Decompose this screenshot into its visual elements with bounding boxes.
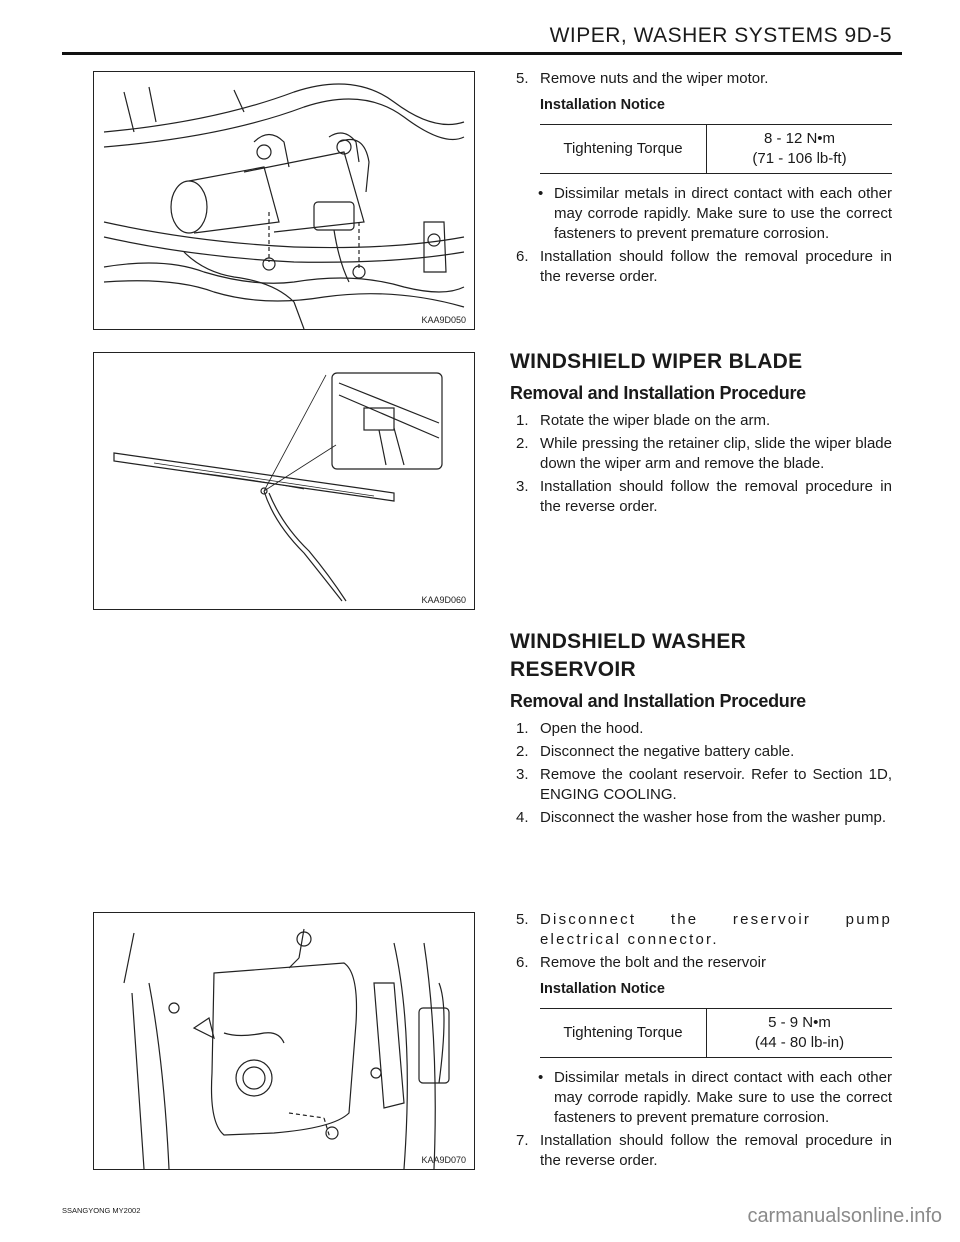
figure-code: KAA9D060: [421, 595, 466, 605]
step-item: 5. Disconnect the reservoir pump electrical connector.: [516, 911, 892, 948]
washer-reservoir-section: [510, 628, 892, 831]
step-item: 6. Remove the bolt and the reservoir: [516, 954, 766, 971]
washer-reservoir-illustration: [93, 912, 475, 1170]
step-item: 7. Installation should follow the removal procedure in the reverse order.: [516, 1132, 892, 1169]
wiper-motor-steps: [510, 69, 892, 290]
step-item: 6. Installation should follow the removal procedure in the reverse order.: [516, 248, 892, 285]
step-item: 1. Rotate the wiper blade on the arm.: [516, 412, 771, 429]
caution-bullet: • Dissimilar metals in direct contact with each other may corrode rapidly. Make sure to use the correct fasteners to prevent premature corrosion.: [538, 1069, 892, 1126]
step-item: 2. Disconnect the negative battery cable.: [516, 743, 795, 760]
torque-table: [540, 124, 892, 174]
step-item: 2. While pressing the retainer clip, slide the wiper blade down the wiper arm and remove the blade.: [516, 435, 892, 472]
wiper-blade-illustration: [93, 352, 475, 610]
installation-notice: Installation Notice: [540, 981, 665, 997]
wiper-motor-illustration: [93, 71, 475, 330]
footer-publication: SSANGYONG MY2002: [62, 1206, 141, 1215]
watermark: carmanualsonline.info: [747, 1205, 942, 1227]
section-subheading: Removal and Installation Procedure: [510, 691, 806, 711]
figure-code: KAA9D070: [421, 1155, 466, 1165]
torque-label: Tightening Torque: [540, 125, 707, 174]
step-item: 3. Installation should follow the removal procedure in the reverse order.: [516, 478, 892, 515]
installation-notice: Installation Notice: [540, 97, 665, 113]
torque-label: Tightening Torque: [540, 1009, 707, 1058]
header-rule: [62, 52, 902, 55]
step-item: 1. Open the hood.: [516, 720, 644, 737]
torque-value: 8 - 12 N•m (71 - 106 lb-ft): [752, 130, 847, 167]
torque-table: [540, 1008, 892, 1058]
wiper-blade-section: [510, 348, 892, 520]
figure-code: KAA9D050: [421, 315, 466, 325]
page-header-title: WIPER, WASHER SYSTEMS 9D-5: [549, 24, 892, 47]
step-item: 4. Disconnect the washer hose from the washer pump.: [516, 809, 887, 826]
section-heading: WINDSHIELD WASHER RESERVOIR: [510, 630, 747, 681]
torque-value: 5 - 9 N•m (44 - 80 lb-in): [754, 1014, 845, 1051]
washer-reservoir-steps-continued: [510, 910, 892, 1174]
section-heading: WINDSHIELD WIPER BLADE: [510, 350, 803, 373]
step-item: 5. Remove nuts and the wiper motor.: [516, 70, 769, 87]
step-item: 3. Remove the coolant reservoir. Refer to Section 1D, ENGING COOLING.: [516, 766, 892, 803]
caution-bullet: • Dissimilar metals in direct contact with each other may corrode rapidly. Make sure to use the correct fasteners to prevent premature corrosion.: [538, 185, 892, 242]
section-subheading: Removal and Installation Procedure: [510, 383, 806, 403]
